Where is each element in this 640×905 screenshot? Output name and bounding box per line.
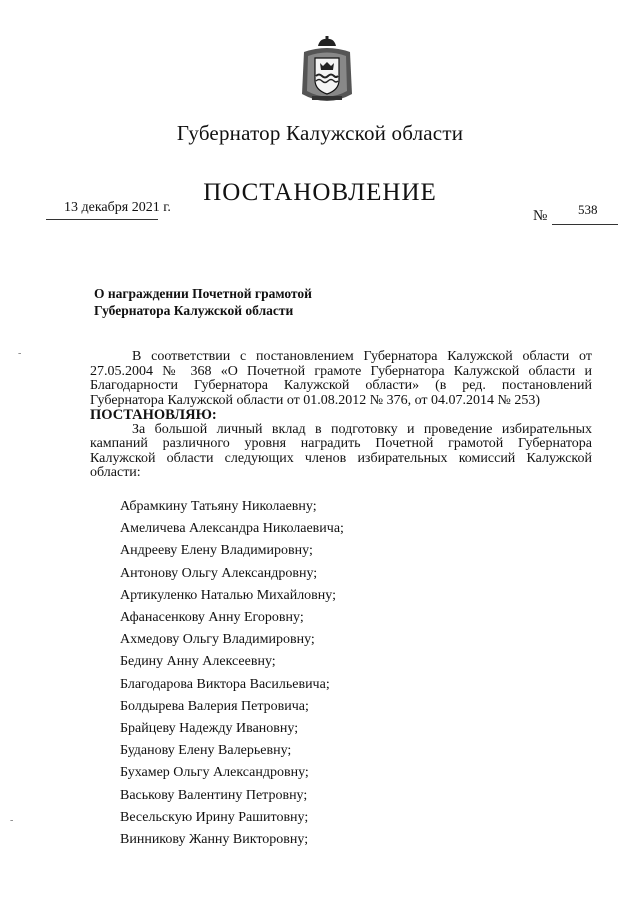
number-underline	[552, 224, 618, 225]
recipient-item: Благодарова Виктора Васильевича;	[120, 676, 330, 692]
recipient-list	[120, 496, 344, 851]
recipient-item: Болдырева Валерия Петровича;	[120, 698, 309, 714]
document-date: 13 декабря 2021 г.	[64, 200, 171, 215]
recipient-item: Брайцеву Надежду Ивановну;	[120, 721, 299, 737]
subject-line: О награждении Почетной грамотой	[94, 286, 312, 301]
number-label: №	[533, 208, 548, 224]
scan-mark: -	[10, 815, 14, 826]
recipient-item: Ахмедову Ольгу Владимировну;	[120, 632, 315, 648]
recipient-item: Андрееву Елену Владимировну;	[120, 543, 313, 559]
resolution-paragraph: За большой личный вклад в подготовку и проведение избирательных кампаний различного уровня наградить Почетной грамотой Губернатора Калужской области следующих членов избирательных комиссий Калужской области:	[90, 421, 592, 480]
date-underline	[46, 219, 158, 220]
recipient-item: Бухамер Ольгу Александровну;	[120, 765, 309, 781]
recipient-item: Артикуленко Наталью Михайловну;	[120, 587, 336, 603]
recipient-item: Васькову Валентину Петровну;	[120, 787, 308, 803]
preamble-paragraph: В соответствии с постановлением Губернатора Калужской области от 27.05.2004 № 368 «О Почетной грамоте Губернатора Калужской области и Благодарности Губернатора Калужской области» (в ред. постановлений Губернатора Калужской области от 01.08.2012 № 376, от 04.07.2014 № 253)	[90, 349, 592, 408]
document-subject	[94, 285, 394, 319]
recipient-item: Абрамкину Татьяну Николаевну;	[120, 499, 317, 514]
document-body	[90, 350, 592, 481]
recipient-item: Весельскую Ирину Рашитовну;	[120, 809, 309, 825]
issuing-authority: Губернатор Калужской области	[176, 121, 464, 145]
scan-mark: -	[18, 348, 22, 359]
recipient-item: Буданову Елену Валерьевну;	[120, 743, 292, 759]
recipient-item: Винникову Жанну Викторовну;	[120, 832, 309, 848]
recipient-item: Антонову Ольгу Александровну;	[120, 565, 318, 581]
document-number: 538	[578, 202, 598, 217]
recipient-item: Амеличева Александра Николаевича;	[120, 521, 344, 537]
document-type: ПОСТАНОВЛЕНИЕ	[203, 179, 437, 206]
recipient-item: Бедину Анну Алексеевну;	[120, 654, 276, 670]
coat-of-arms-icon	[298, 36, 356, 106]
decree-word: ПОСТАНОВЛЯЮ:	[90, 407, 217, 423]
subject-line: Губернатора Калужской области	[94, 303, 294, 318]
recipient-item: Афанасенкову Анну Егоровну;	[120, 610, 304, 626]
